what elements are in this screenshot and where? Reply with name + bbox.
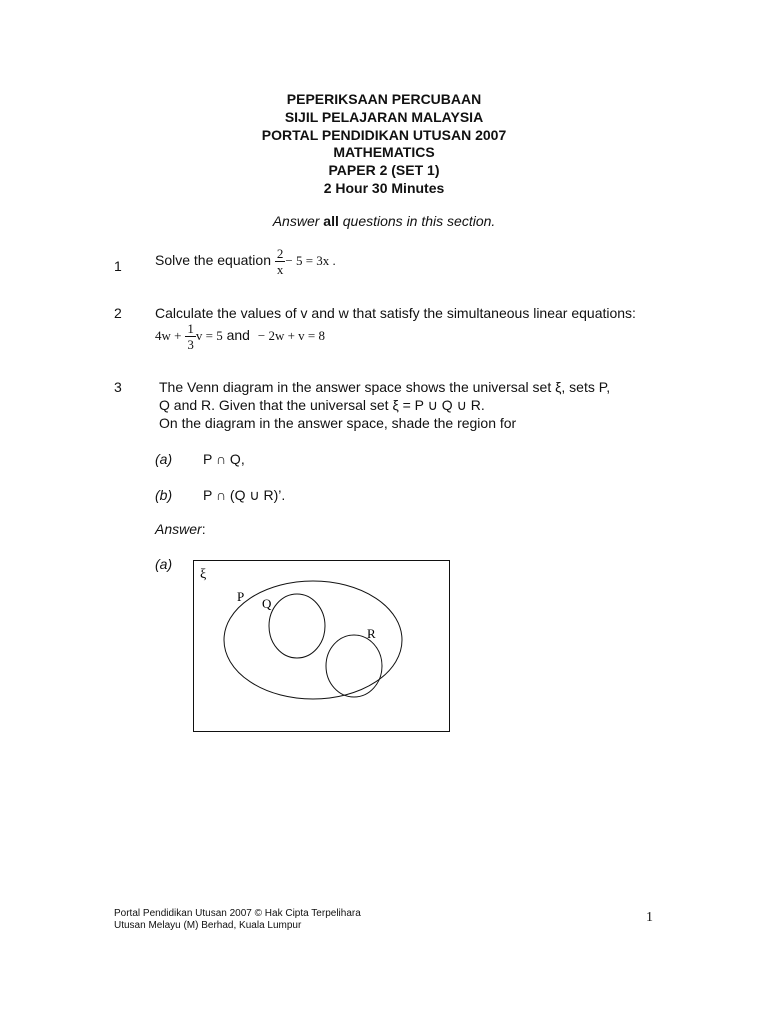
footer-line-1: Portal Pendidikan Utusan 2007 © Hak Cipta Terpelihara [114, 908, 361, 919]
q2-text: Calculate the values of v and w that satisfy the simultaneous linear equations: [155, 305, 636, 321]
instruction-pre: Answer [272, 213, 324, 229]
footer-line-2: Utusan Melayu (M) Berhad, Kuala Lumpur [114, 920, 302, 931]
q1-text: Solve the equation [155, 252, 271, 269]
q2-number: 2 [114, 305, 122, 321]
header-line-3: PORTAL PENDIDIKAN UTUSAN 2007 [261, 127, 507, 143]
q1-frac-den: x [276, 262, 284, 277]
q1-content [155, 246, 336, 277]
answer-heading [155, 520, 206, 538]
q3-line-2: Q and R. Given that the universal set ξ = P ∪ Q ∪ R. [159, 397, 485, 413]
venn-diagram[interactable] [193, 560, 451, 733]
q2-equations [155, 321, 325, 352]
q2-eq2: − 2w + v = 8 [257, 328, 325, 344]
header-line-2: SIJIL PELAJARAN MALAYSIA [284, 109, 484, 125]
q2-frac-den: 3 [187, 337, 194, 352]
page-number: 1 [646, 910, 653, 925]
q3-part-a-label: (a) [155, 451, 173, 467]
q1-frac-num: 2 [276, 246, 284, 261]
q3-part-a-text: P ∩ Q, [203, 451, 245, 467]
set-p-label: P [237, 589, 245, 604]
q2-frac-num: 1 [187, 321, 194, 336]
q3-line-3: On the diagram in the answer space, shade the region for [159, 415, 517, 431]
header-line-6: 2 Hour 30 Minutes [323, 180, 445, 196]
q3-number: 3 [114, 379, 122, 395]
answer-colon: : [201, 521, 206, 537]
universal-set-symbol: ξ [200, 567, 207, 582]
instruction-bold: all [323, 213, 339, 229]
q2-eq1-post: v = 5 [195, 328, 223, 344]
q1-number: 1 [114, 258, 122, 274]
header-line-1: PEPERIKSAAN PERCUBAAN [286, 91, 482, 107]
q3-part-b-text: P ∩ (Q ∪ R)’. [203, 487, 286, 503]
answer-label: Answer [155, 521, 202, 537]
header-line-5: PAPER 2 (SET 1) [328, 162, 440, 178]
q1-fraction [275, 246, 286, 277]
set-q-label: Q [262, 596, 272, 611]
header-line-4: MATHEMATICS [333, 144, 435, 160]
section-instruction [0, 212, 768, 230]
universal-set-rectangle [194, 561, 450, 732]
q3-part-b-label: (b) [155, 487, 173, 503]
q3-line-1: The Venn diagram in the answer space shows the universal set ξ, sets P, [159, 379, 611, 395]
q2-fraction [185, 321, 196, 352]
instruction-post: questions in this section. [338, 213, 496, 229]
q1-rest: − 5 = 3x . [285, 253, 336, 269]
answer-a-label: (a) [155, 556, 173, 572]
q2-eq1-pre: 4w + [155, 328, 182, 344]
set-r-label: R [367, 626, 376, 641]
q2-and: and [226, 327, 250, 344]
